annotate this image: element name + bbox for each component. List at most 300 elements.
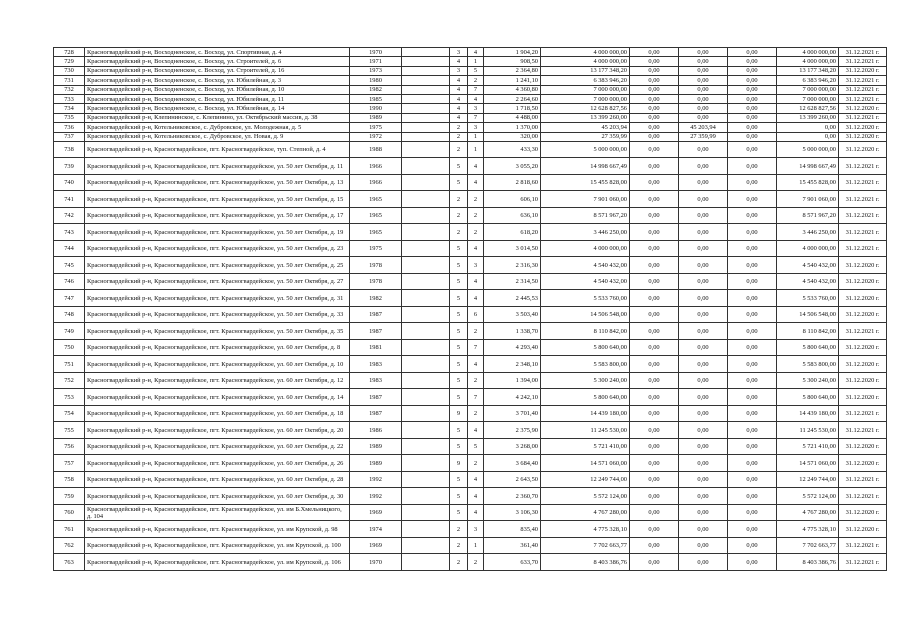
cost-cell: 0,00 <box>630 488 679 505</box>
deadline-cell: 31.12.2020 г. <box>839 257 887 274</box>
row-number-cell: 743 <box>54 224 85 241</box>
empty-cell <box>402 66 450 75</box>
area-cell: 3 503,40 <box>484 306 541 323</box>
empty-cell <box>402 554 450 571</box>
cost-cell: 0,00 <box>728 123 777 132</box>
area-cell: 3 014,50 <box>484 240 541 257</box>
cost-cell: 7 901 060,00 <box>777 191 839 208</box>
row-number-cell: 757 <box>54 455 85 472</box>
table-row <box>54 104 887 113</box>
cost-cell: 0,00 <box>679 240 728 257</box>
address-cell: Красногвардейский р-н, Красногвардейское, пгт. Красногвардейское, ул. 50 лет Октября, д. 15 <box>85 191 350 208</box>
cost-cell: 0,00 <box>630 141 679 158</box>
total-cost-cell: 4 775 328,10 <box>541 521 630 538</box>
total-cost-cell: 8 571 967,20 <box>541 207 630 224</box>
entrances-cell: 7 <box>468 389 484 406</box>
entrances-cell: 4 <box>468 273 484 290</box>
deadline-cell: 31.12.2020 г. <box>839 66 887 75</box>
empty-cell <box>402 224 450 241</box>
empty-cell <box>402 405 450 422</box>
cost-cell: 0,00 <box>679 94 728 103</box>
year-cell: 1973 <box>350 66 402 75</box>
total-cost-cell: 5 000 000,00 <box>541 141 630 158</box>
floors-cell: 5 <box>450 504 468 521</box>
cost-cell: 0,00 <box>630 191 679 208</box>
cost-cell: 0,00 <box>679 141 728 158</box>
year-cell: 1986 <box>350 422 402 439</box>
address-cell: Красногвардейский р-н, Красногвардейское, пгт. Красногвардейское, ул. 60 лет Октября, д. 10 <box>85 356 350 373</box>
year-cell: 1987 <box>350 405 402 422</box>
cost-cell: 0,00 <box>679 207 728 224</box>
table-row <box>54 504 887 521</box>
total-cost-cell: 7 702 663,77 <box>541 537 630 554</box>
year-cell: 1966 <box>350 158 402 175</box>
entrances-cell: 7 <box>468 339 484 356</box>
cost-cell: 5 800 640,00 <box>777 339 839 356</box>
empty-cell <box>402 372 450 389</box>
year-cell: 1989 <box>350 455 402 472</box>
cost-cell: 0,00 <box>728 356 777 373</box>
deadline-cell: 31.12.2021 г. <box>839 224 887 241</box>
cost-cell: 0,00 <box>679 537 728 554</box>
deadline-cell: 31.12.2020 г. <box>839 339 887 356</box>
table-row <box>54 113 887 122</box>
cost-cell: 11 245 530,00 <box>777 422 839 439</box>
cost-cell: 0,00 <box>630 66 679 75</box>
table-row <box>54 141 887 158</box>
table-row <box>54 438 887 455</box>
cost-cell: 0,00 <box>679 521 728 538</box>
area-cell: 3 106,30 <box>484 504 541 521</box>
empty-cell <box>402 207 450 224</box>
deadline-cell: 31.12.2021 г. <box>839 191 887 208</box>
row-number-cell: 748 <box>54 306 85 323</box>
floors-cell: 5 <box>450 356 468 373</box>
entrances-cell: 2 <box>468 207 484 224</box>
cost-cell: 0,00 <box>679 174 728 191</box>
area-cell: 4 360,80 <box>484 85 541 94</box>
address-cell: Красногвардейский р-н, Красногвардейское, пгт. Красногвардейское, ул. 50 лет Октября, д. 11 <box>85 158 350 175</box>
floors-cell: 2 <box>450 224 468 241</box>
empty-cell <box>402 123 450 132</box>
floors-cell: 5 <box>450 422 468 439</box>
deadline-cell: 31.12.2021 г. <box>839 174 887 191</box>
row-number-cell: 758 <box>54 471 85 488</box>
cost-cell: 0,00 <box>679 85 728 94</box>
table-row <box>54 339 887 356</box>
area-cell: 618,20 <box>484 224 541 241</box>
total-cost-cell: 3 446 250,00 <box>541 224 630 241</box>
floors-cell: 2 <box>450 141 468 158</box>
cost-cell: 3 446 250,00 <box>777 224 839 241</box>
address-cell: Красногвардейский р-н, Красногвардейское, пгт. Красногвардейское, ул. 50 лет Октября, д. 17 <box>85 207 350 224</box>
table-row <box>54 191 887 208</box>
entrances-cell: 3 <box>468 104 484 113</box>
row-number-cell: 746 <box>54 273 85 290</box>
cost-cell: 0,00 <box>679 356 728 373</box>
cost-cell: 13 399 260,00 <box>777 113 839 122</box>
row-number-cell: 728 <box>54 48 85 57</box>
table-row <box>54 85 887 94</box>
cost-cell: 0,00 <box>679 488 728 505</box>
year-cell: 1983 <box>350 372 402 389</box>
row-number-cell: 738 <box>54 141 85 158</box>
row-number-cell: 734 <box>54 104 85 113</box>
cost-cell: 0,00 <box>777 123 839 132</box>
deadline-cell: 31.12.2020 г. <box>839 273 887 290</box>
total-cost-cell: 13 177 348,20 <box>541 66 630 75</box>
cost-cell: 0,00 <box>728 207 777 224</box>
entrances-cell: 4 <box>468 422 484 439</box>
total-cost-cell: 5 800 640,00 <box>541 389 630 406</box>
cost-cell: 0,00 <box>630 554 679 571</box>
empty-cell <box>402 356 450 373</box>
cost-cell: 0,00 <box>630 76 679 85</box>
entrances-cell: 1 <box>468 141 484 158</box>
cost-cell: 4 775 328,10 <box>777 521 839 538</box>
cost-cell: 14 571 060,00 <box>777 455 839 472</box>
empty-cell <box>402 290 450 307</box>
address-cell: Красногвардейский р-н, Красногвардейское, пгт. Красногвардейское, ул. 50 лет Октября, д. 35 <box>85 323 350 340</box>
address-cell: Красногвардейский р-н, Красногвардейское, пгт. Красногвардейское, ул. 60 лет Октября, д. 18 <box>85 405 350 422</box>
table-row <box>54 488 887 505</box>
total-cost-cell: 4 000 000,00 <box>541 48 630 57</box>
area-cell: 1 370,00 <box>484 123 541 132</box>
address-cell: Красногвардейский р-н, Красногвардейское, пгт. Красногвардейское, ул. 50 лет Октября, д. 33 <box>85 306 350 323</box>
entrances-cell: 7 <box>468 113 484 122</box>
cost-cell: 14 998 667,49 <box>777 158 839 175</box>
floors-cell: 5 <box>450 438 468 455</box>
year-cell: 1987 <box>350 306 402 323</box>
deadline-cell: 31.12.2021 г. <box>839 405 887 422</box>
row-number-cell: 740 <box>54 174 85 191</box>
cost-cell: 0,00 <box>679 66 728 75</box>
area-cell: 2 818,60 <box>484 174 541 191</box>
cost-cell: 0,00 <box>728 405 777 422</box>
deadline-cell: 31.12.2021 г. <box>839 57 887 66</box>
year-cell: 1982 <box>350 290 402 307</box>
cost-cell: 0,00 <box>679 422 728 439</box>
entrances-cell: 3 <box>468 123 484 132</box>
address-cell: Красногвардейский р-н, Красногвардейское, пгт. Красногвардейское, ул. 50 лет Октября, д. 27 <box>85 273 350 290</box>
row-number-cell: 731 <box>54 76 85 85</box>
year-cell: 1972 <box>350 132 402 141</box>
empty-cell <box>402 537 450 554</box>
table-row <box>54 240 887 257</box>
floors-cell: 3 <box>450 66 468 75</box>
cost-cell: 0,00 <box>728 339 777 356</box>
cost-cell: 4 000 000,00 <box>777 57 839 66</box>
entrances-cell: 4 <box>468 48 484 57</box>
area-cell: 636,10 <box>484 207 541 224</box>
deadline-cell: 31.12.2021 г. <box>839 158 887 175</box>
cost-cell: 0,00 <box>728 48 777 57</box>
row-number-cell: 742 <box>54 207 85 224</box>
table-row <box>54 94 887 103</box>
cost-cell: 6 383 946,20 <box>777 76 839 85</box>
floors-cell: 5 <box>450 339 468 356</box>
address-cell: Красногвардейский р-н, Красногвардейское, пгт. Красногвардейское, ул. им Б.Хмельницкого, д. 104 <box>85 504 350 521</box>
floors-cell: 2 <box>450 554 468 571</box>
entrances-cell: 1 <box>468 537 484 554</box>
row-number-cell: 753 <box>54 389 85 406</box>
cost-cell: 0,00 <box>630 455 679 472</box>
cost-cell: 0,00 <box>728 57 777 66</box>
floors-cell: 2 <box>450 521 468 538</box>
area-cell: 433,30 <box>484 141 541 158</box>
entrances-cell: 2 <box>468 455 484 472</box>
cost-cell: 4 540 432,00 <box>777 273 839 290</box>
empty-cell <box>402 389 450 406</box>
deadline-cell: 31.12.2020 г. <box>839 372 887 389</box>
entrances-cell: 4 <box>468 174 484 191</box>
cost-cell: 0,00 <box>679 554 728 571</box>
cost-cell: 0,00 <box>630 104 679 113</box>
entrances-cell: 4 <box>468 488 484 505</box>
cost-cell: 0,00 <box>728 174 777 191</box>
row-number-cell: 754 <box>54 405 85 422</box>
year-cell: 1978 <box>350 273 402 290</box>
area-cell: 1 718,50 <box>484 104 541 113</box>
cost-cell: 0,00 <box>630 405 679 422</box>
year-cell: 1965 <box>350 207 402 224</box>
year-cell: 1985 <box>350 94 402 103</box>
table-row <box>54 224 887 241</box>
cost-cell: 0,00 <box>630 323 679 340</box>
entrances-cell: 4 <box>468 94 484 103</box>
cost-cell: 8 110 842,00 <box>777 323 839 340</box>
year-cell: 1974 <box>350 521 402 538</box>
cost-cell: 0,00 <box>728 85 777 94</box>
row-number-cell: 739 <box>54 158 85 175</box>
entrances-cell: 3 <box>468 521 484 538</box>
cost-cell: 0,00 <box>630 471 679 488</box>
row-number-cell: 741 <box>54 191 85 208</box>
floors-cell: 5 <box>450 306 468 323</box>
row-number-cell: 744 <box>54 240 85 257</box>
year-cell: 1970 <box>350 48 402 57</box>
deadline-cell: 31.12.2020 г. <box>839 123 887 132</box>
entrances-cell: 3 <box>468 257 484 274</box>
area-cell: 4 293,40 <box>484 339 541 356</box>
cost-cell: 0,00 <box>679 104 728 113</box>
cost-cell: 0,00 <box>679 57 728 66</box>
area-cell: 2 445,53 <box>484 290 541 307</box>
total-cost-cell: 14 998 667,49 <box>541 158 630 175</box>
row-number-cell: 735 <box>54 113 85 122</box>
area-cell: 2 375,90 <box>484 422 541 439</box>
address-cell: Красногвардейский р-н, Красногвардейское, пгт. Красногвардейское, ул. 60 лет Октября, д. 20 <box>85 422 350 439</box>
deadline-cell: 31.12.2021 г. <box>839 94 887 103</box>
table-row <box>54 554 887 571</box>
cost-cell: 0,00 <box>679 405 728 422</box>
total-cost-cell: 14 571 060,00 <box>541 455 630 472</box>
cost-cell: 0,00 <box>679 339 728 356</box>
year-cell: 1969 <box>350 537 402 554</box>
cost-cell: 0,00 <box>728 422 777 439</box>
floors-cell: 5 <box>450 290 468 307</box>
empty-cell <box>402 422 450 439</box>
cost-cell: 5 572 124,00 <box>777 488 839 505</box>
cost-cell: 0,00 <box>630 504 679 521</box>
row-number-cell: 760 <box>54 504 85 521</box>
deadline-cell: 31.12.2020 г. <box>839 521 887 538</box>
row-number-cell: 737 <box>54 132 85 141</box>
table-row <box>54 57 887 66</box>
year-cell: 1981 <box>350 339 402 356</box>
cost-cell: 0,00 <box>728 158 777 175</box>
address-cell: Красногвардейский р-н, Красногвардейское, пгт. Красногвардейское, ул. 50 лет Октября, д. 13 <box>85 174 350 191</box>
row-number-cell: 755 <box>54 422 85 439</box>
address-cell: Красногвардейский р-н, Красногвардейское, пгт. Красногвардейское, туп. Степной, д. 4 <box>85 141 350 158</box>
entrances-cell: 2 <box>468 191 484 208</box>
cost-cell: 0,00 <box>630 290 679 307</box>
row-number-cell: 749 <box>54 323 85 340</box>
floors-cell: 9 <box>450 405 468 422</box>
table-row <box>54 273 887 290</box>
address-cell: Красногвардейский р-н, Красногвардейское, пгт. Красногвардейское, ул. 60 лет Октября, д. 26 <box>85 455 350 472</box>
empty-cell <box>402 273 450 290</box>
empty-cell <box>402 85 450 94</box>
area-cell: 835,40 <box>484 521 541 538</box>
area-cell: 2 360,70 <box>484 488 541 505</box>
cost-cell: 0,00 <box>728 257 777 274</box>
entrances-cell: 4 <box>468 356 484 373</box>
cost-cell: 0,00 <box>630 94 679 103</box>
floors-cell: 4 <box>450 94 468 103</box>
row-number-cell: 750 <box>54 339 85 356</box>
deadline-cell: 31.12.2020 г. <box>839 290 887 307</box>
table-row <box>54 471 887 488</box>
deadline-cell: 31.12.2020 г. <box>839 104 887 113</box>
cost-cell: 0,00 <box>630 537 679 554</box>
cost-cell: 0,00 <box>728 389 777 406</box>
cost-cell: 0,00 <box>679 471 728 488</box>
area-cell: 633,70 <box>484 554 541 571</box>
area-cell: 4 242,10 <box>484 389 541 406</box>
address-cell: Красногвардейский р-н, Восходненское, с. Восход, ул. Юбилейная, д. 10 <box>85 85 350 94</box>
table-row <box>54 66 887 75</box>
table-row <box>54 356 887 373</box>
cost-cell: 0,00 <box>728 290 777 307</box>
year-cell: 1989 <box>350 438 402 455</box>
floors-cell: 5 <box>450 488 468 505</box>
table-row <box>54 306 887 323</box>
deadline-cell: 31.12.2021 г. <box>839 48 887 57</box>
year-cell: 1965 <box>350 191 402 208</box>
floors-cell: 5 <box>450 471 468 488</box>
table-row <box>54 123 887 132</box>
entrances-cell: 4 <box>468 471 484 488</box>
cost-cell: 0,00 <box>728 537 777 554</box>
cost-cell: 0,00 <box>630 438 679 455</box>
deadline-cell: 31.12.2021 г. <box>839 76 887 85</box>
cost-cell: 0,00 <box>679 113 728 122</box>
floors-cell: 5 <box>450 240 468 257</box>
table-row <box>54 207 887 224</box>
year-cell: 1971 <box>350 57 402 66</box>
table-row <box>54 76 887 85</box>
year-cell: 1990 <box>350 104 402 113</box>
total-cost-cell: 7 000 000,00 <box>541 94 630 103</box>
area-cell: 3 268,00 <box>484 438 541 455</box>
address-cell: Красногвардейский р-н, Восходненское, с. Восход, ул. Спортивная, д. 4 <box>85 48 350 57</box>
address-cell: Красногвардейский р-н, Восходненское, с. Восход, ул. Строителей, д. 6 <box>85 57 350 66</box>
deadline-cell: 31.12.2021 г. <box>839 488 887 505</box>
table-row <box>54 537 887 554</box>
cost-cell: 0,00 <box>630 132 679 141</box>
cost-cell: 7 702 663,77 <box>777 537 839 554</box>
area-cell: 320,00 <box>484 132 541 141</box>
empty-cell <box>402 104 450 113</box>
cost-cell: 0,00 <box>679 290 728 307</box>
floors-cell: 5 <box>450 174 468 191</box>
housing-repair-table <box>53 47 887 571</box>
address-cell: Красногвардейский р-н, Восходненское, с. Восход, ул. Юбилейная, д. 3 <box>85 76 350 85</box>
cost-cell: 0,00 <box>630 389 679 406</box>
cost-cell: 0,00 <box>728 76 777 85</box>
address-cell: Красногвардейский р-н, Красногвардейское, пгт. Красногвардейское, ул. 60 лет Октября, д. 30 <box>85 488 350 505</box>
floors-cell: 9 <box>450 455 468 472</box>
year-cell: 1965 <box>350 224 402 241</box>
area-cell: 1 338,70 <box>484 323 541 340</box>
total-cost-cell: 5 533 760,00 <box>541 290 630 307</box>
cost-cell: 0,00 <box>728 66 777 75</box>
cost-cell: 0,00 <box>728 323 777 340</box>
cost-cell: 8 403 386,76 <box>777 554 839 571</box>
year-cell: 1992 <box>350 488 402 505</box>
cost-cell: 5 583 800,00 <box>777 356 839 373</box>
address-cell: Красногвардейский р-н, Красногвардейское, пгт. Красногвардейское, ул. им Крупской, д. 100 <box>85 537 350 554</box>
year-cell: 1966 <box>350 174 402 191</box>
cost-cell: 0,00 <box>630 422 679 439</box>
cost-cell: 5 300 240,00 <box>777 372 839 389</box>
row-number-cell: 729 <box>54 57 85 66</box>
cost-cell: 5 533 760,00 <box>777 290 839 307</box>
row-number-cell: 752 <box>54 372 85 389</box>
cost-cell: 0,00 <box>630 372 679 389</box>
cost-cell: 14 506 548,00 <box>777 306 839 323</box>
cost-cell: 0,00 <box>630 521 679 538</box>
cost-cell: 5 721 410,00 <box>777 438 839 455</box>
floors-cell: 5 <box>450 389 468 406</box>
row-number-cell: 747 <box>54 290 85 307</box>
total-cost-cell: 12 628 827,56 <box>541 104 630 113</box>
total-cost-cell: 7 901 060,00 <box>541 191 630 208</box>
empty-cell <box>402 323 450 340</box>
cost-cell: 0,00 <box>679 323 728 340</box>
area-cell: 1 394,00 <box>484 372 541 389</box>
floors-cell: 4 <box>450 104 468 113</box>
address-cell: Красногвардейский р-н, Красногвардейское, пгт. Красногвардейское, ул. им Крупской, д. 98 <box>85 521 350 538</box>
cost-cell: 0,00 <box>728 240 777 257</box>
cost-cell: 0,00 <box>630 57 679 66</box>
floors-cell: 5 <box>450 257 468 274</box>
year-cell: 1987 <box>350 389 402 406</box>
table-body <box>54 48 887 571</box>
cost-cell: 0,00 <box>630 306 679 323</box>
empty-cell <box>402 257 450 274</box>
floors-cell: 2 <box>450 537 468 554</box>
row-number-cell: 733 <box>54 94 85 103</box>
floors-cell: 4 <box>450 113 468 122</box>
cost-cell: 0,00 <box>728 191 777 208</box>
floors-cell: 2 <box>450 123 468 132</box>
table-row <box>54 257 887 274</box>
cost-cell: 0,00 <box>630 85 679 94</box>
area-cell: 2 264,60 <box>484 94 541 103</box>
cost-cell: 0,00 <box>728 372 777 389</box>
